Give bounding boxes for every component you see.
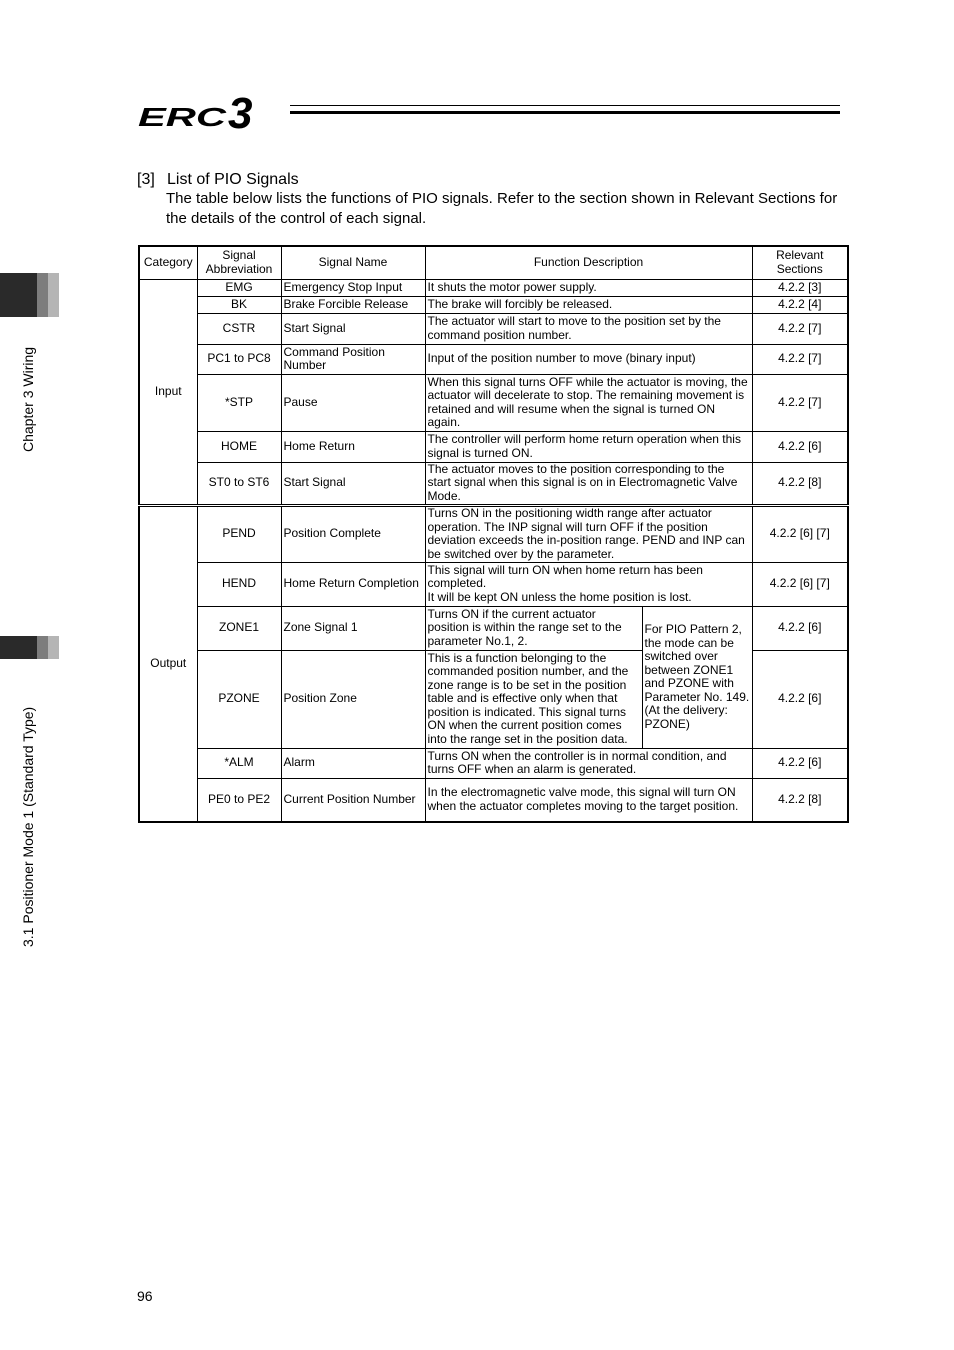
signal-name: Current Position Number [281, 778, 425, 822]
signal-abbr: BK [197, 296, 281, 313]
signal-function: Input of the position number to move (binary input) [425, 344, 752, 374]
signal-abbr: PEND [197, 505, 281, 562]
signal-abbr: HEND [197, 562, 281, 606]
signal-relevant: 4.2.2 [6] [752, 431, 848, 462]
signal-function: Turns ON in the positioning width range after actuator operation. The INP signal will turn OFF if the position deviation exceeds the in-position range. PEND and INP can be switched over by the parameter. [425, 505, 752, 562]
table-row [139, 374, 848, 431]
signal-function: When this signal turns OFF while the actuator is moving, the actuator will decelerate to stop. The remaining movement is retained and will resume when the signal is turned ON again. [425, 374, 752, 431]
signal-name: Position Complete [281, 505, 425, 562]
header-relevant: Relevant Sections [752, 246, 848, 279]
section-intro: The table below lists the functions of PIO signals. Refer to the section shown in Relevant Sections for the details of the control of each signal. [166, 190, 838, 227]
signal-name: Home Return Completion [281, 562, 425, 606]
signal-relevant: 4.2.2 [6] [752, 650, 848, 748]
signal-name: Start Signal [281, 462, 425, 505]
table-row [139, 344, 848, 374]
chapter-tab-marker [0, 273, 59, 317]
signal-relevant: 4.2.2 [6] [7] [752, 505, 848, 562]
category-output: Output [139, 505, 197, 822]
erc3-logo [136, 92, 282, 130]
signal-relevant: 4.2.2 [7] [752, 344, 848, 374]
signal-abbr: ST0 to ST6 [197, 462, 281, 505]
header-signal-name: Signal Name [281, 246, 425, 279]
signal-abbr: ZONE1 [197, 606, 281, 650]
signal-abbr: PC1 to PC8 [197, 344, 281, 374]
category-input: Input [139, 279, 197, 505]
table-row [139, 296, 848, 313]
zone-mode-note: For PIO Pattern 2, the mode can be switched over between ZONE1 and PZONE with Parameter No. 149. (At the delivery: PZONE) [642, 606, 752, 748]
header-rule-thick [290, 111, 840, 114]
table-row [139, 313, 848, 344]
signal-abbr: PE0 to PE2 [197, 778, 281, 822]
signal-relevant: 4.2.2 [6] [752, 606, 848, 650]
signal-function: It shuts the motor power supply. [425, 279, 752, 296]
signal-name: Command Position Number [281, 344, 425, 374]
section-tab-marker [0, 636, 59, 659]
signal-name: Emergency Stop Input [281, 279, 425, 296]
section-number: [3] [137, 171, 155, 188]
section-title: List of PIO Signals [167, 171, 299, 188]
table-row [139, 462, 848, 505]
side-chapter-label: Chapter 3 Wiring [20, 346, 36, 452]
signal-name: Brake Forcible Release [281, 296, 425, 313]
signal-abbr: *STP [197, 374, 281, 431]
section-heading [137, 171, 299, 189]
table-header-row [139, 246, 848, 279]
signal-function: In the electromagnetic valve mode, this signal will turn ON when the actuator completes moving to the target position. [425, 778, 752, 822]
svg-text:3: 3 [228, 92, 253, 130]
header-function: Function Description [425, 246, 752, 279]
table-row [139, 431, 848, 462]
table-row [139, 748, 848, 778]
table-row [139, 505, 848, 562]
signal-abbr: *ALM [197, 748, 281, 778]
signal-abbr: HOME [197, 431, 281, 462]
side-section-label: 3.1 Positioner Mode 1 (Standard Type) [20, 706, 36, 947]
signal-function: The brake will forcibly be released. [425, 296, 752, 313]
signal-relevant: 4.2.2 [3] [752, 279, 848, 296]
signal-relevant: 4.2.2 [4] [752, 296, 848, 313]
signal-relevant: 4.2.2 [8] [752, 462, 848, 505]
signal-function: The controller will perform home return operation when this signal is turned ON. [425, 431, 752, 462]
signal-abbr: PZONE [197, 650, 281, 748]
signal-abbr: CSTR [197, 313, 281, 344]
header-abbreviation: Signal Abbreviation [197, 246, 281, 279]
header-category: Category [139, 246, 197, 279]
header-rule-thin [290, 105, 840, 106]
svg-text:ERC: ERC [138, 102, 228, 130]
signal-function: Turns ON if the current actuator position is within the range set to the parameter No.1, 2. [425, 606, 642, 650]
signal-name: Alarm [281, 748, 425, 778]
signal-function: This signal will turn ON when home return has been completed. It will be kept ON unless the home position is lost. [425, 562, 752, 606]
signal-name: Start Signal [281, 313, 425, 344]
signal-abbr: EMG [197, 279, 281, 296]
signal-name: Position Zone [281, 650, 425, 748]
signal-relevant: 4.2.2 [6] [7] [752, 562, 848, 606]
signal-relevant: 4.2.2 [6] [752, 748, 848, 778]
signal-name: Zone Signal 1 [281, 606, 425, 650]
signal-name: Pause [281, 374, 425, 431]
pio-signal-table [138, 245, 849, 823]
signal-function: The actuator will start to move to the position set by the command position number. [425, 313, 752, 344]
table-row [139, 562, 848, 606]
signal-function: The actuator moves to the position corresponding to the start signal when this signal is on in Electromagnetic Valve Mode. [425, 462, 752, 505]
table-row [139, 606, 848, 650]
signal-relevant: 4.2.2 [7] [752, 374, 848, 431]
signal-relevant: 4.2.2 [8] [752, 778, 848, 822]
page-number: 96 [137, 1288, 153, 1304]
signal-function: Turns ON when the controller is in normal condition, and turns OFF when an alarm is generated. [425, 748, 752, 778]
signal-relevant: 4.2.2 [7] [752, 313, 848, 344]
signal-name: Home Return [281, 431, 425, 462]
signal-function: This is a function belonging to the commanded position number, and the zone range is to be set in the position table and is effective only when that position is indicated. This signal turns ON when the current position comes into the range set in the position data. [425, 650, 642, 748]
table-row [139, 778, 848, 822]
table-row [139, 279, 848, 296]
